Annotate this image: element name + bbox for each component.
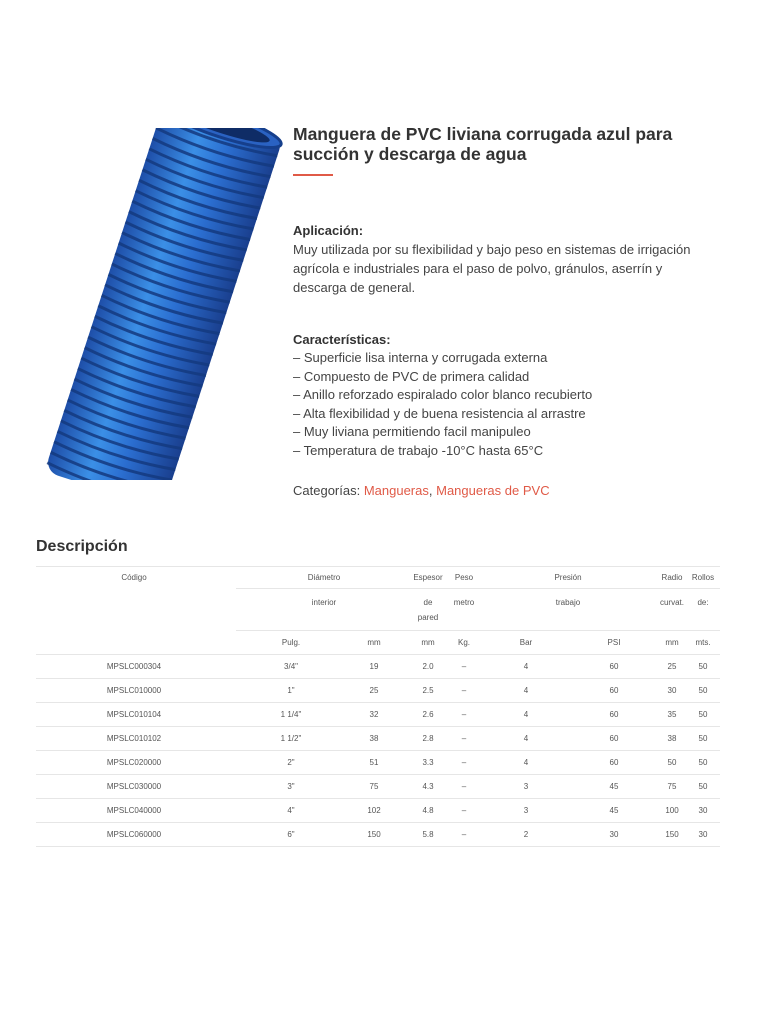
feature-item: – Temperatura de trabajo -10°C hasta 65°C [293, 442, 544, 458]
cell-radio: 30 [667, 686, 677, 695]
cell-espesor: 2.0 [422, 662, 434, 671]
table-row [36, 750, 720, 775]
application-line: descarga de general. [293, 280, 416, 295]
blue-corrugated-hose-icon [44, 128, 284, 480]
cell-pulg: 3/4" [284, 662, 298, 671]
cell-espesor: 4.3 [422, 782, 434, 791]
header-radio: Radio [661, 573, 683, 582]
cell-espesor: 2.8 [422, 734, 434, 743]
header-peso: Peso [454, 573, 474, 582]
cell-espesor: 2.6 [422, 710, 434, 719]
cell-codigo: MPSLC010000 [106, 686, 162, 695]
cell-radio: 50 [667, 758, 677, 767]
header-metro: metro [453, 598, 475, 607]
cell-bar: 4 [523, 662, 529, 671]
cell-peso: – [461, 782, 467, 791]
cell-bar: 2 [523, 830, 529, 839]
cell-mm: 32 [369, 710, 379, 719]
unit-mm-radio: mm [665, 638, 679, 647]
description-title: Descripción [36, 538, 128, 555]
feature-item: – Compuesto de PVC de primera calidad [293, 368, 530, 384]
cell-psi: 30 [609, 830, 619, 839]
cell-peso: – [461, 734, 467, 743]
cell-bar: 4 [523, 710, 529, 719]
product-title [293, 124, 733, 164]
cell-espesor: 4.8 [422, 806, 434, 815]
category-link-mangueras-pvc[interactable]: Mangueras de PVC [436, 483, 550, 498]
header-presion: Presión [554, 573, 582, 582]
cell-rollos: 50 [698, 686, 708, 695]
cell-codigo: MPSLC030000 [106, 782, 162, 791]
categories-separator: , [428, 483, 433, 498]
cell-codigo: MPSLC040000 [106, 806, 162, 815]
unit-bar: Bar [519, 638, 533, 647]
category-link-mangueras[interactable]: Mangueras [363, 483, 429, 498]
cell-codigo: MPSLC010104 [106, 710, 162, 719]
header-codigo: Código [121, 573, 147, 582]
table-row [36, 798, 720, 823]
cell-psi: 45 [609, 806, 619, 815]
cell-radio: 100 [665, 806, 679, 815]
cell-rollos: 50 [698, 758, 708, 767]
cell-codigo: MPSLC020000 [106, 758, 162, 767]
table-row [36, 702, 720, 727]
cell-peso: – [461, 710, 467, 719]
cell-codigo: MPSLC060000 [106, 830, 162, 839]
cell-mm: 102 [367, 806, 381, 815]
header-interior: interior [311, 598, 337, 607]
table-row [36, 678, 720, 703]
header-rollos: Rollos [691, 573, 715, 582]
header-rollos-de: de: [697, 598, 709, 607]
cell-mm: 25 [369, 686, 379, 695]
unit-mm: mm [367, 638, 381, 647]
cell-codigo: MPSLC000304 [106, 662, 162, 671]
cell-espesor: 2.5 [422, 686, 434, 695]
table-row [36, 774, 720, 799]
cell-mm: 38 [369, 734, 379, 743]
unit-psi: PSI [607, 638, 621, 647]
cell-bar: 3 [523, 782, 529, 791]
cell-psi: 60 [609, 758, 619, 767]
unit-mm-espesor: mm [421, 638, 435, 647]
unit-kg: Kg. [457, 638, 470, 647]
cell-rollos: 50 [698, 782, 708, 791]
product-title-line1: Manguera de PVC liviana corrugada azul para [293, 124, 673, 144]
application-heading: Aplicación: [293, 223, 364, 238]
feature-item: – Anillo reforzado espiralado color blanco recubierto [293, 387, 593, 402]
cell-pulg: 1 1/4" [280, 710, 302, 719]
cell-psi: 60 [609, 734, 619, 743]
cell-mm: 75 [369, 782, 379, 791]
application-line: agrícola e industriales para el paso de polvo, gránulos, aserrín y [293, 261, 663, 276]
cell-codigo: MPSLC010102 [106, 734, 162, 743]
cell-radio: 35 [667, 710, 677, 719]
cell-peso: – [461, 830, 467, 839]
unit-pulg: Pulg. [281, 638, 301, 647]
cell-radio: 25 [667, 662, 677, 671]
cell-psi: 60 [609, 686, 619, 695]
cell-peso: – [461, 686, 467, 695]
header-trabajo: trabajo [555, 598, 581, 607]
table-row [36, 822, 720, 847]
cell-radio: 38 [667, 734, 677, 743]
product-info [293, 124, 733, 498]
header-de: de [423, 598, 433, 607]
cell-psi: 60 [609, 710, 619, 719]
header-curvat: curvat. [659, 598, 684, 607]
cell-pulg: 2" [287, 758, 295, 767]
categories [293, 483, 733, 498]
cell-espesor: 5.8 [422, 830, 434, 839]
cell-peso: – [461, 806, 467, 815]
cell-rollos: 30 [698, 830, 708, 839]
feature-item: – Alta flexibilidad y de buena resistencia al arrastre [293, 405, 586, 421]
cell-mm: 51 [369, 758, 379, 767]
title-underline [293, 174, 333, 176]
cell-radio: 150 [665, 830, 679, 839]
feature-item: – Superficie lisa interna y corrugada externa [293, 350, 548, 365]
feature-item: – Muy liviana permitiendo facil manipuleo [293, 424, 531, 439]
cell-rollos: 30 [698, 806, 708, 815]
cell-bar: 4 [523, 758, 529, 767]
header-diametro: Diámetro [307, 573, 341, 582]
cell-radio: 75 [667, 782, 677, 791]
cell-bar: 4 [523, 686, 529, 695]
table-row [36, 726, 720, 751]
features-heading: Características: [293, 332, 391, 347]
cell-pulg: 4" [287, 806, 295, 815]
cell-peso: – [461, 758, 467, 767]
cell-pulg: 3" [287, 782, 295, 791]
cell-rollos: 50 [698, 662, 708, 671]
application-line: Muy utilizada por su flexibilidad y bajo peso en sistemas de irrigación [293, 242, 691, 257]
cell-peso: – [461, 662, 467, 671]
unit-mts: mts. [695, 638, 711, 647]
cell-pulg: 6" [287, 830, 295, 839]
cell-psi: 45 [609, 782, 619, 791]
cell-mm: 150 [367, 830, 381, 839]
header-pared: pared [417, 613, 439, 622]
cell-espesor: 3.3 [422, 758, 434, 767]
cell-pulg: 1 1/2" [280, 734, 302, 743]
cell-bar: 3 [523, 806, 529, 815]
cell-rollos: 50 [698, 734, 708, 743]
cell-pulg: 1" [287, 686, 295, 695]
categories-label: Categorías: [293, 483, 361, 498]
product-title-line2: succión y descarga de agua [293, 144, 527, 164]
cell-rollos: 50 [698, 710, 708, 719]
cell-mm: 19 [369, 662, 379, 671]
cell-bar: 4 [523, 734, 529, 743]
features-list [293, 349, 733, 460]
table-row [36, 654, 720, 679]
cell-psi: 60 [609, 662, 619, 671]
header-espesor: Espesor [413, 573, 443, 582]
application-text [293, 240, 733, 297]
